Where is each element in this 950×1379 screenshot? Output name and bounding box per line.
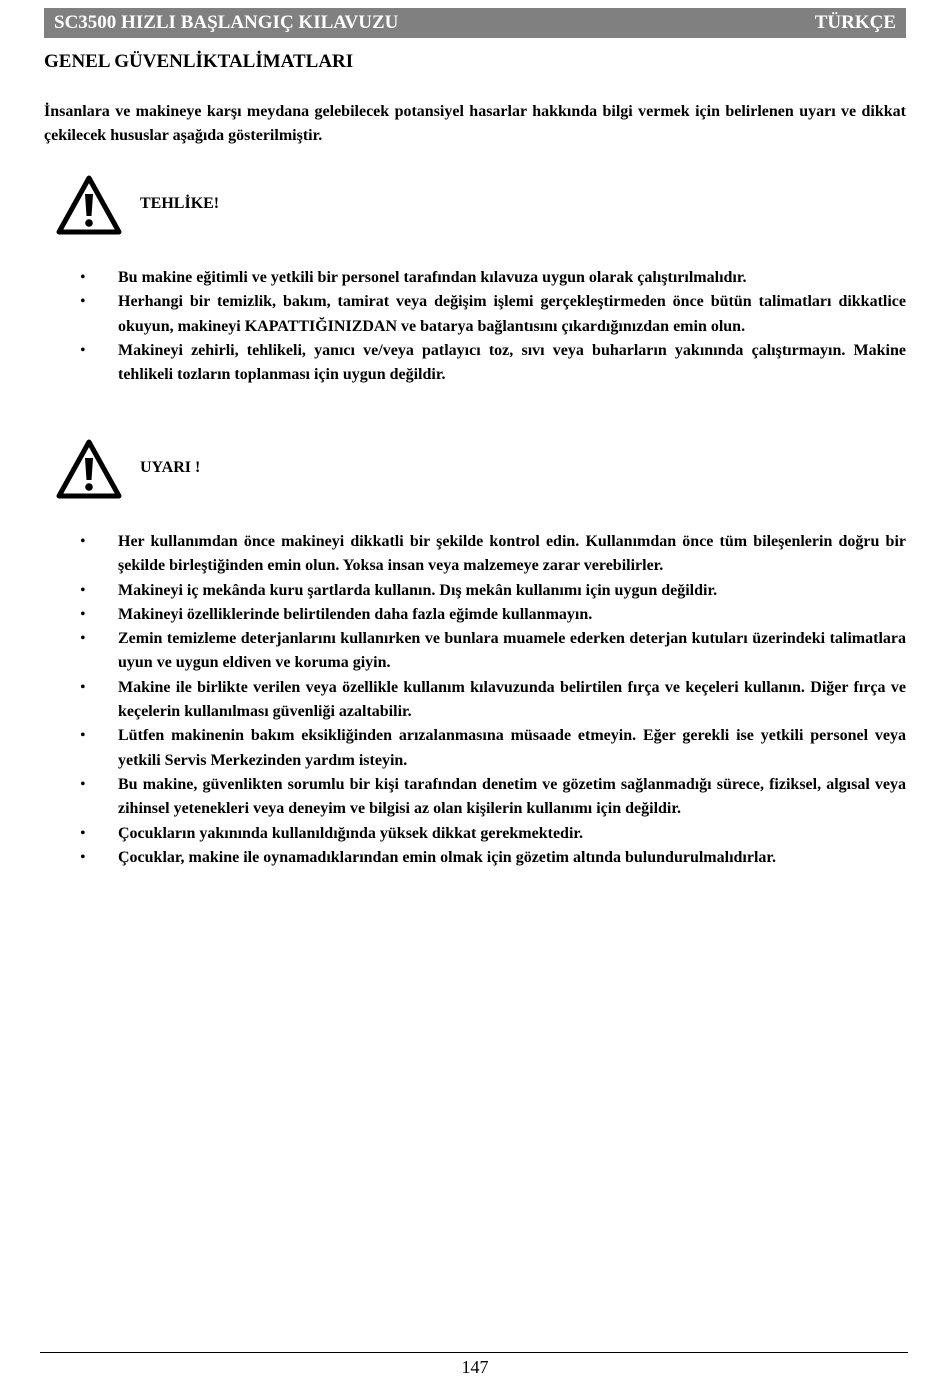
- bullet-icon: •: [80, 848, 86, 866]
- list-item: • Bu makine eğitimli ve yetkili bir personel tarafından kılavuza uygun olarak çalıştırılmalıdır.: [44, 266, 906, 290]
- bullet-icon: •: [80, 341, 86, 359]
- intro-paragraph: İnsanlara ve makineye karşı meydana gelebilecek potansiyel hasarlar hakkında bilgi vermek için belirlenen uyarı ve dikkat çekilecek hususlar aşağıda gösterilmiştir.: [44, 103, 906, 144]
- danger-block: [55, 174, 355, 236]
- danger-label: TEHLİKE!: [140, 195, 220, 212]
- document-title: SC3500 HIZLI BAŞLANGIÇ KILAVUZU: [54, 12, 399, 33]
- section-title: GENEL GÜVENLİKTALİMATLARI: [44, 51, 354, 72]
- bullet-icon: •: [80, 678, 86, 696]
- warning-triangle-icon: [55, 174, 123, 236]
- bullet-icon: •: [80, 269, 86, 286]
- list-item: • Lütfen makinenin bakım eksikliğinden arızalanmasına müsaade etmeyin. Eğer gerekli ise yetkili personel veya yetkili Servis Merkezinden yardım isteyin.: [44, 724, 906, 773]
- list-item: • Makineyi iç mekânda kuru şartlarda kullanın. Dış mekân kullanımı için uygun değildir.: [44, 579, 906, 603]
- header-bar: [44, 8, 906, 38]
- bullet-icon: •: [80, 824, 86, 842]
- list-item: • Makineyi özelliklerinde belirtilenden daha fazla eğimde kullanmayın.: [44, 603, 906, 627]
- bullet-icon: •: [80, 533, 86, 550]
- page-number: 147: [461, 1357, 489, 1377]
- list-item: • Makineyi zehirli, tehlikeli, yanıcı ve/veya patlayıcı toz, sıvı veya buharların yakınında çalıştırmayın. Makine tehlikeli tozların toplanması için uygun değildir.: [44, 339, 906, 388]
- list-item: • Bu makine, güvenlikten sorumlu bir kişi tarafından denetim ve gözetim sağlanmadığı sürece, fiziksel, algısal veya zihinsel yetenekleri veya deneyim ve bilgisi az olan kişilerin kullanımı için değildir.: [44, 773, 906, 822]
- warning-list: [44, 530, 906, 870]
- warning-block: [55, 438, 355, 500]
- warning-triangle-icon: [55, 438, 123, 500]
- bullet-icon: •: [80, 727, 86, 745]
- list-item: • Herhangi bir temizlik, bakım, tamirat veya değişim işlemi gerçekleştirmeden önce bütün talimatları dikkatlice okuyun, makineyi KAPATTIĞINIZDAN ve batarya bağlantısını çıkardığınızdan emin olun.: [44, 290, 906, 339]
- list-item: • Zemin temizleme deterjanlarını kullanırken ve bunlara muamele ederken deterjan kutuları üzerindeki talimatlara uyun ve uygun eldiven ve koruma giyin.: [44, 627, 906, 676]
- bullet-icon: •: [80, 775, 86, 793]
- footer-divider: [40, 1352, 908, 1353]
- danger-list: [44, 266, 906, 387]
- list-item: • Her kullanımdan önce makineyi dikkatli bir şekilde kontrol edin. Kullanımdan önce tüm bileşenlerin doğru bir şekilde birleştiğinden emin olun. Yoksa insan veya malzemeye zarar verebilirler.: [44, 530, 906, 579]
- warning-label: UYARI !: [140, 459, 201, 476]
- list-item: • Makine ile birlikte verilen veya özellikle kullanım kılavuzunda belirtilen fırça ve keçeleri kullanın. Diğer fırça ve keçelerin kullanılması güvenliği azaltabilir.: [44, 676, 906, 725]
- bullet-icon: •: [80, 293, 86, 311]
- bullet-icon: •: [80, 581, 86, 599]
- list-item: • Çocuklar, makine ile oynamadıklarından emin olmak için gözetim altında bulundurulmalıdırlar.: [44, 846, 906, 870]
- language-label: TÜRKÇE: [814, 12, 896, 33]
- bullet-icon: •: [80, 605, 86, 623]
- list-item: • Çocukların yakınında kullanıldığında yüksek dikkat gerekmektedir.: [44, 822, 906, 846]
- bullet-icon: •: [80, 630, 86, 648]
